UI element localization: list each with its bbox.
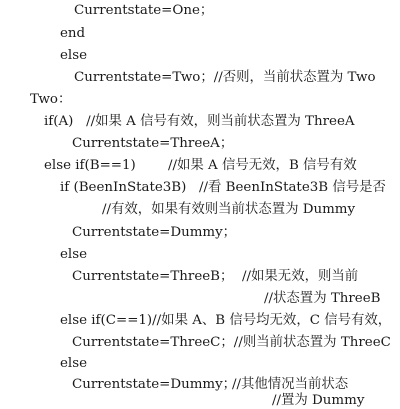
code-comment: //其他情况当前状态	[232, 377, 349, 392]
code-line: else if(B==1)	[44, 158, 136, 173]
code-comment: //有效，如果有效则当前状态置为 Dummy	[102, 202, 356, 217]
code-comment: //置为 Dummy	[272, 393, 365, 408]
code-comment: //如果无效，则当前	[242, 269, 359, 284]
code-line: Currentstate=ThreeB；	[72, 269, 234, 284]
code-line: Currentstate=Dummy；	[72, 225, 237, 240]
code-line: Currentstate=Two；//否则，当前状态置为 Two	[74, 70, 376, 85]
code-line: end	[60, 26, 86, 41]
code-line: Two：	[30, 92, 72, 107]
code-comment: //状态置为 ThreeB	[264, 291, 381, 306]
code-comment: //如果 A 信号无效，B 信号有效	[168, 158, 357, 173]
code-line: if (BeenInState3B)	[60, 180, 187, 195]
code-line: Currentstate=ThreeA；	[72, 136, 234, 151]
code-line: Currentstate=Dummy；	[72, 377, 237, 392]
code-line: Currentstate=ThreeC；//则当前状态置为 ThreeC	[72, 335, 391, 350]
code-line: else	[60, 356, 88, 371]
code-line: else if(C==1)//如果 A、B 信号均无效，C 信号有效，	[60, 313, 392, 328]
code-line: else	[60, 247, 88, 262]
code-line: Currentstate=One；	[74, 3, 214, 18]
code-comment: //看 BeenInState3B 信号是否	[199, 180, 386, 195]
code-line: else	[60, 48, 88, 63]
code-line: if(A) //如果 A 信号有效，则当前状态置为 ThreeA	[44, 114, 355, 129]
